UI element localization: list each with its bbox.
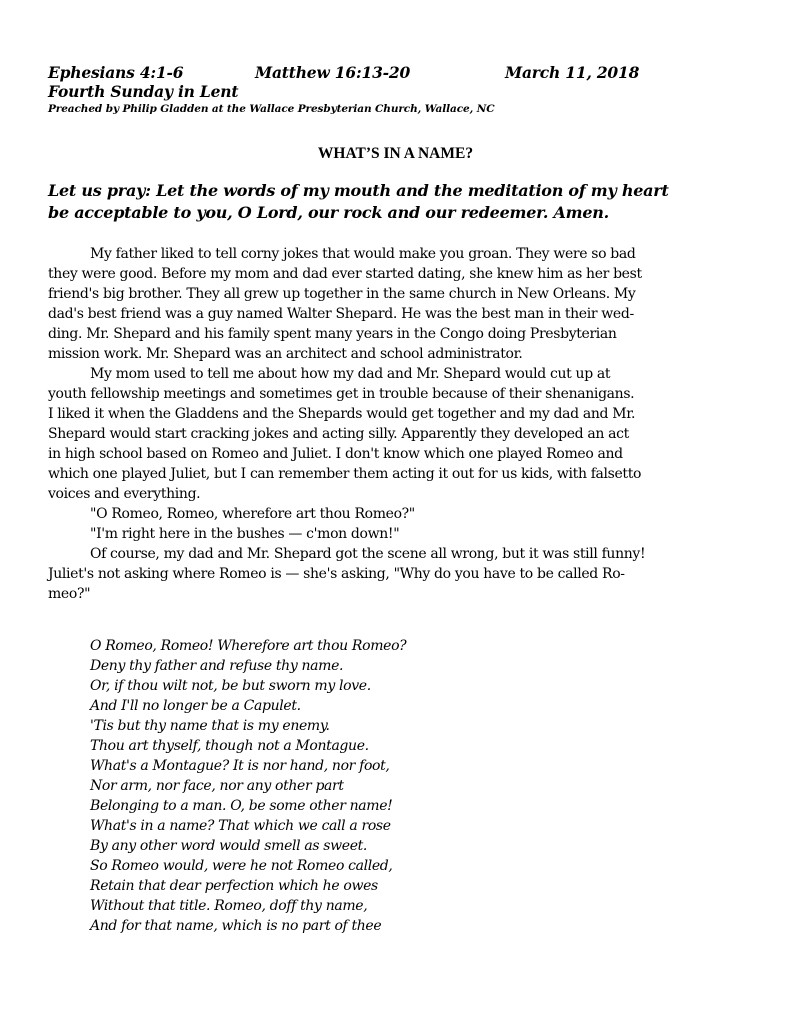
verse-line: What's a Montague? It is nor hand, nor foot,	[90, 758, 390, 774]
verse-line: And I'll no longer be a Capulet.	[90, 698, 301, 714]
body-line: Juliet's not asking where Romeo is — she's asking, "Why do you have to be called Ro-	[48, 566, 625, 582]
body-line: My father liked to tell corny jokes that would make you groan. They were so bad	[90, 246, 636, 262]
body-line: ding. Mr. Shepard and his family spent many years in the Congo doing Presbyterian	[48, 326, 617, 342]
verse-line: What's in a name? That which we call a rose	[90, 818, 391, 834]
scripture-reference-2: Matthew 16:13-20	[255, 63, 411, 82]
prayer-line: Let us pray: Let the words of my mouth and the meditation of my heart	[48, 181, 669, 200]
verse-line: Nor arm, nor face, nor any other part	[90, 778, 344, 794]
preached-by-line: Preached by Philip Gladden at the Wallace Presbyterian Church, Wallace, NC	[48, 103, 495, 115]
body-line: "I'm right here in the bushes — c'mon down!"	[90, 526, 400, 542]
verse-line: So Romeo would, were he not Romeo called,	[90, 858, 393, 874]
liturgical-occasion: Fourth Sunday in Lent	[48, 82, 239, 101]
verse-line: And for that name, which is no part of thee	[90, 918, 382, 934]
shakespeare-quotation	[90, 636, 730, 936]
verse-line: O Romeo, Romeo! Wherefore art thou Romeo?	[90, 638, 407, 654]
body-line: friend's big brother. They all grew up together in the same church in New Orleans. My	[48, 286, 636, 302]
verse-line: By any other word would smell as sweet.	[90, 838, 368, 854]
verse-line: Deny thy father and refuse thy name.	[90, 658, 344, 674]
verse-line: Without that title. Romeo, doff thy name,	[90, 898, 368, 914]
body-line: dad's best friend was a guy named Walter Shepard. He was the best man in their wed-	[48, 306, 634, 322]
prayer-line: be acceptable to you, O Lord, our rock and our redeemer. Amen.	[48, 203, 609, 222]
verse-line: Retain that dear perfection which he owes	[90, 878, 378, 894]
sermon-body	[48, 244, 748, 604]
body-line: My mom used to tell me about how my dad and Mr. Shepard would cut up at	[90, 366, 611, 382]
body-line: meo?"	[48, 586, 91, 602]
sermon-date: March 11, 2018	[505, 63, 640, 82]
verse-line: Or, if thou wilt not, be but sworn my love.	[90, 678, 371, 694]
sermon-title: WHAT’S IN A NAME?	[317, 145, 474, 162]
body-line: voices and everything.	[48, 486, 201, 502]
body-line: which one played Juliet, but I can remember them acting it out for us kids, with falsetto	[48, 466, 642, 482]
body-line: in high school based on Romeo and Juliet. I don't know which one played Romeo and	[48, 446, 623, 462]
body-line: "O Romeo, Romeo, wherefore art thou Romeo?"	[90, 506, 415, 522]
verse-line: 'Tis but thy name that is my enemy.	[90, 718, 330, 734]
opening-prayer	[48, 180, 748, 224]
scripture-reference-1: Ephesians 4:1-6	[48, 63, 184, 82]
body-line: I liked it when the Gladdens and the Shepards would get together and my dad and Mr.	[48, 406, 636, 422]
body-line: Of course, my dad and Mr. Shepard got the scene all wrong, but it was still funny!	[90, 546, 646, 562]
verse-line: Belonging to a man. O, be some other name!	[90, 798, 393, 814]
body-line: mission work. Mr. Shepard was an architect and school administrator.	[48, 346, 523, 362]
body-line: youth fellowship meetings and sometimes get in trouble because of their shenanigans.	[48, 386, 635, 402]
verse-line: Thou art thyself, though not a Montague.	[90, 738, 369, 754]
body-line: they were good. Before my mom and dad ever started dating, she knew him as her best	[48, 266, 642, 282]
body-line: Shepard would start cracking jokes and acting silly. Apparently they developed an act	[48, 426, 629, 442]
